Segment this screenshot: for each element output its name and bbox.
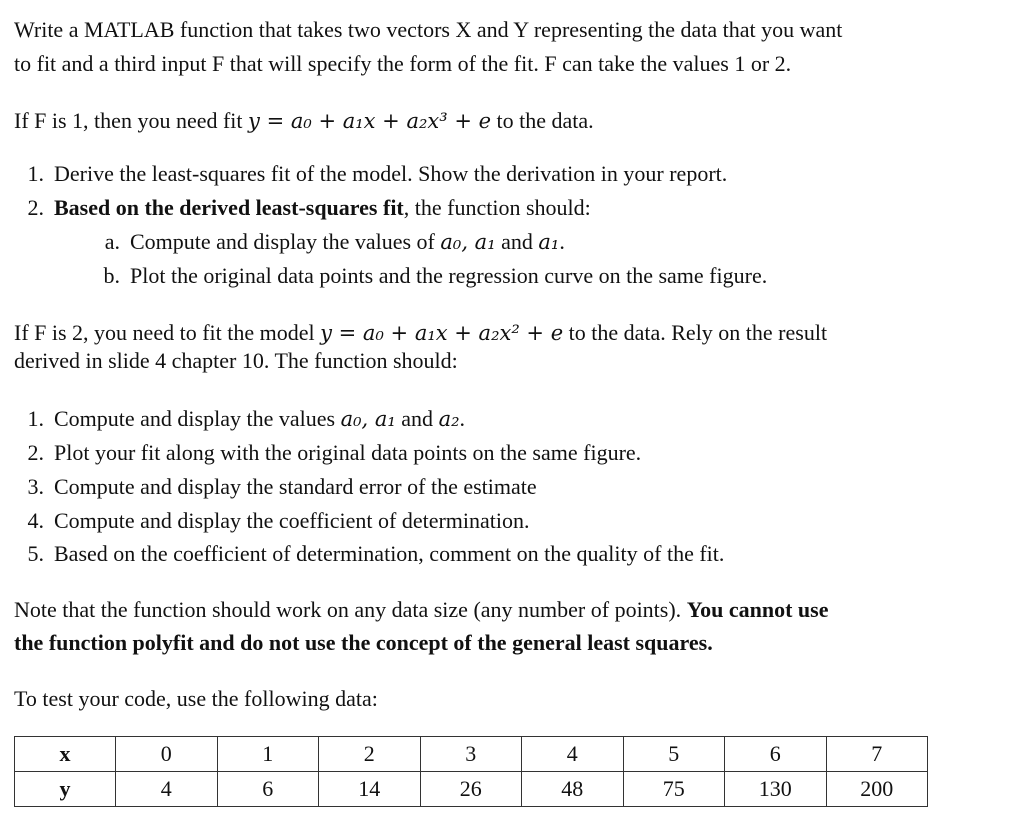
subitem-text: Plot the original data points and the regression curve on the same figure. [130,263,768,288]
case2-item-2 [14,439,641,467]
test-lead: To test your code, use the following data: [14,686,378,711]
table-cell: 1 [217,737,319,772]
case2-tail: to the data. Rely on the result [563,320,828,345]
row-header-y: y [15,772,116,807]
table-cell: 48 [522,772,624,807]
item-text: Compute and display the standard error of the estimate [54,474,537,499]
item-number: 3. [27,474,44,499]
note-line-1 [14,596,829,624]
note-line-2: the function polyfit and do not use the concept of the general least squares. [14,630,713,655]
case1-subitem-a [90,228,565,256]
item-mid: and [395,406,439,431]
note-plain: Note that the function should work on any data size (any number of points). [14,597,687,622]
table-cell: 2 [319,737,421,772]
case2-model-equation: y = a₀ + a₁x + a₂x² + e [320,321,564,345]
item-text: , the function should: [403,195,591,220]
subitem-math-2: a₁ [538,230,560,254]
table-cell: 0 [116,737,218,772]
item-number: 5. [27,541,44,566]
table-cell: 130 [725,772,827,807]
table-cell: 75 [623,772,725,807]
table-cell: 6 [725,737,827,772]
case2-lead: If F is 2, you need to fit the model [14,320,321,345]
case1-lead: If F is 1, then you need fit [14,108,249,133]
item-number: 4. [27,508,44,533]
table-cell: 4 [522,737,624,772]
subitem-letter: a. [104,229,120,254]
item-number: 2. [27,195,44,220]
case1-subitem-b [90,262,767,290]
case1-tail: to the data. [491,108,594,133]
intro-line-2: to fit and a third input F that will specify the form of the fit. F can take the values 1 or 2. [14,51,792,76]
case1-item-2 [14,194,591,222]
item-number: 1. [27,406,44,431]
item-text: Derive the least-squares fit of the model. Show the derivation in your report. [54,161,728,186]
table-cell: 26 [420,772,522,807]
table-cell: 5 [623,737,725,772]
row-header-x: x [15,737,116,772]
intro-line-1: Write a MATLAB function that takes two vectors X and Y representing the data that you want [14,17,843,42]
item-text: Plot your fit along with the original data points on the same figure. [54,440,642,465]
case2-statement [14,319,827,347]
item-text: Compute and display the coefficient of determination. [54,508,530,533]
subitem-mid: and [495,229,539,254]
case2-item-4 [14,507,530,535]
item-text: Compute and display the values [54,406,341,431]
table-cell: 14 [319,772,421,807]
item-number: 1. [27,161,44,186]
table-cell: 3 [420,737,522,772]
subitem-end: . [559,229,565,254]
case2-item-3 [14,473,537,501]
table-row-x [15,737,928,772]
case1-item-1 [14,160,727,188]
item-math: a₀, a₁ [340,407,396,431]
case2-item-1 [14,405,465,433]
table-row-y [15,772,928,807]
case2-item-5 [14,540,724,568]
case1-model-equation: y = a₀ + a₁x + a₂x³ + e [248,109,492,133]
table-cell: 4 [116,772,218,807]
table-cell: 7 [826,737,928,772]
table-cell: 200 [826,772,928,807]
test-data-table [14,736,928,807]
item-end: . [459,406,466,431]
case1-statement [14,107,594,135]
table-cell: 6 [217,772,319,807]
item-text: Based on the coefficient of determination, comment on the quality of the fit. [54,541,725,566]
item-math-2: a₂ [438,407,460,431]
case2-line-2: derived in slide 4 chapter 10. The function should: [14,348,458,373]
item-number: 2. [27,440,44,465]
subitem-math: a₀, a₁ [440,230,496,254]
subitem-letter: b. [103,263,120,288]
subitem-text: Compute and display the values of [130,229,441,254]
note-bold: You cannot use [686,597,829,622]
item-bold-text: Based on the derived least-squares fit [54,195,404,220]
